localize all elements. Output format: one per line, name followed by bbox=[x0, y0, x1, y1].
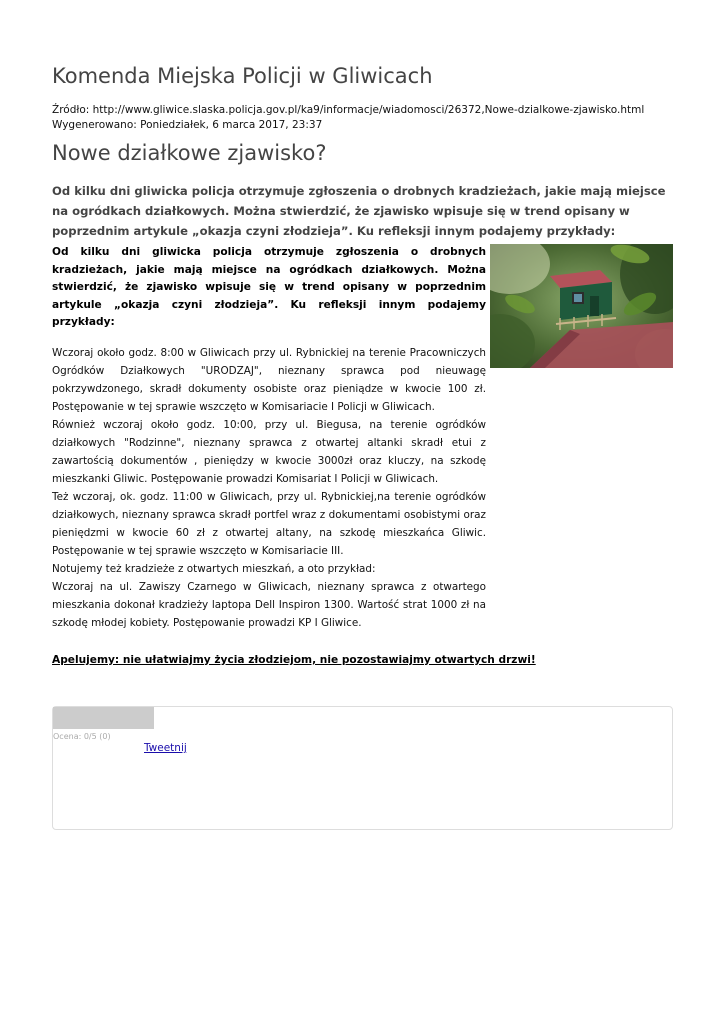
generated-line: Wygenerowano: Poniedziałek, 6 marca 2017, 23:37 bbox=[52, 119, 323, 131]
article-photo bbox=[490, 244, 673, 368]
rating-label: Ocena: 0/5 (0) bbox=[53, 732, 111, 741]
article-intro: Od kilku dni gliwicka policja otrzymuje zgłoszenia o drobnych kradzieżach, jakie mają miejsce na ogródkach działkowych. Można stwierdzić, że zjawisko wpisuje się w trend opisany w poprzednim artykule „okazja czyni złodzieja”. Ku refleksji innym podajemy przykłady: bbox=[52, 246, 486, 328]
rating-stars[interactable] bbox=[53, 707, 154, 729]
article-lead: Od kilku dni gliwicka policja otrzymuje zgłoszenia o drobnych kradzieżach, jakie mają miejsce na ogródkach działkowych. Można stwierdzić, że zjawisko wpisuje się w trend opisany w poprzednim artykule „okazja czyni złodzieja”. Ku refleksji innym podajemy przykłady: bbox=[52, 184, 666, 238]
source-line: Źródło: http://www.gliwice.slaska.policja.gov.pl/ka9/informacje/wiadomosci/26372,Nowe-dzialkowe-zjawisko.html bbox=[52, 104, 645, 116]
site-title: Komenda Miejska Policji w Gliwicach bbox=[52, 64, 433, 88]
source-meta bbox=[52, 103, 692, 133]
paragraph-4: Notujemy też kradzieże z otwartych mieszkań, a oto przykład: bbox=[52, 563, 376, 575]
article-title: Nowe działkowe zjawisko? bbox=[52, 141, 327, 165]
appeal-text: Apelujemy: nie ułatwiajmy życia złodziejom, nie pozostawiajmy otwartych drzwi! bbox=[52, 654, 536, 666]
article-body bbox=[52, 344, 486, 632]
tweet-link[interactable]: Tweetnij bbox=[144, 742, 187, 754]
paragraph-1: Wczoraj około godz. 8:00 w Gliwicach przy ul. Rybnickiej na terenie Pracowniczych Ogródków Działkowych "URODZAJ", nieznany sprawca pod nieuwagę pokrzywdzonego, skradł dokumenty osobiste oraz pieniądze w kwocie 100 zł. Postępowanie w tej sprawie wszczęto w Komisariacie I Policji w Gliwicach. bbox=[52, 347, 486, 413]
paragraph-2: Również wczoraj około godz. 10:00, przy ul. Biegusa, na terenie ogródków działkowych "Rodzinne", nieznany sprawca z otwartej altanki skradł etui z zawartością dokumentów , pieniędzy w kwocie 3000zł oraz kluczy, na szkodę mieszkanki Gliwic. Postępowanie prowadzi Komisariat I Policji w Gliwicach. bbox=[52, 419, 486, 485]
paragraph-3: Też wczoraj, ok. godz. 11:00 w Gliwicach, przy ul. Rybnickiej,na terenie ogródków działkowych, nieznany sprawca skradł portfel wraz z dokumentami osobistymi oraz pieniędzmi w kwocie 60 zł z otwartej altany, na szkodę mieszkańca Gliwic. Postępowanie w tej sprawie wszczęto w Komisariacie III. bbox=[52, 491, 486, 557]
paragraph-5: Wczoraj na ul. Zawiszy Czarnego w Gliwicach, nieznany sprawca z otwartego mieszkania dokonał kradzieży laptopa Dell Inspiron 1300. Wartość strat 1000 zł na szkodę młodej kobiety. Postępowanie prowadzi KP I Gliwice. bbox=[52, 581, 486, 629]
share-box bbox=[52, 706, 673, 830]
